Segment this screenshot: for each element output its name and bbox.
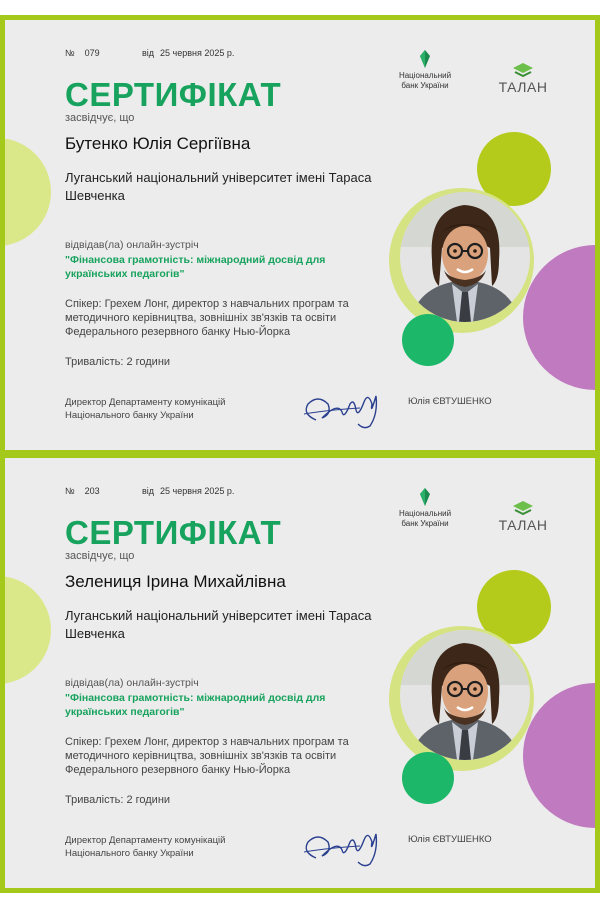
event-title: "Фінансова грамотність: міжнародний досвід для українських педагогів" <box>65 254 326 280</box>
decor-circle-purple <box>523 245 600 390</box>
decor-circle-green <box>402 752 454 804</box>
speaker-info: Спікер: Грехем Лонг, директор з навчальних програм та методичного керівництва, зовнішніх зв'язків та освіти Федерального резервного банку Нью-Йорка <box>65 298 349 338</box>
attended-label: відвідав(ла) онлайн-зустріч <box>65 239 199 251</box>
director-title: Директор Департаменту комунікацій Національного банку України <box>65 835 226 859</box>
certificate-number: № 079 <box>65 48 100 58</box>
signature <box>298 822 383 872</box>
talan-chevron-icon <box>511 62 535 78</box>
certificate-number: № 203 <box>65 486 100 496</box>
certificate-subtitle: засвідчує, що <box>65 550 135 562</box>
director-title: Директор Департаменту комунікацій Національного банку України <box>65 397 226 421</box>
signer-name: Юлія ЄВТУШЕНКО <box>408 834 492 845</box>
recipient-name: Зелениця Ірина Михайлівна <box>65 572 286 591</box>
signature <box>298 384 383 434</box>
nbu-logo: Національний банк України <box>395 50 455 91</box>
nbu-leaf-icon <box>418 50 432 68</box>
certificate-card <box>0 15 600 455</box>
certificate-card <box>0 453 600 893</box>
signer-name: Юлія ЄВТУШЕНКО <box>408 396 492 407</box>
certificate-date: від 25 червня 2025 р. <box>142 48 235 58</box>
decor-circle-left <box>0 576 51 684</box>
duration: Тривалість: 2 години <box>65 794 171 806</box>
event-title: "Фінансова грамотність: міжнародний досвід для українських педагогів" <box>65 692 326 718</box>
decor-circle-left <box>0 138 51 246</box>
attended-label: відвідав(ла) онлайн-зустріч <box>65 677 199 689</box>
speaker-photo <box>400 630 530 760</box>
duration: Тривалість: 2 години <box>65 356 171 368</box>
speaker-info: Спікер: Грехем Лонг, директор з навчальних програм та методичного керівництва, зовнішніх зв'язків та освіти Федерального резервного банку Нью-Йорка <box>65 736 349 776</box>
certificate-title: СЕРТИФІКАТ <box>65 514 282 551</box>
talan-logo: ТАЛАН <box>493 62 553 95</box>
certificate-date: від 25 червня 2025 р. <box>142 486 235 496</box>
talan-logo: ТАЛАН <box>493 500 553 533</box>
certificate-subtitle: засвідчує, що <box>65 112 135 124</box>
decor-circle-green <box>402 314 454 366</box>
nbu-leaf-icon <box>418 488 432 506</box>
certificate-title: СЕРТИФІКАТ <box>65 76 282 113</box>
university-name: Луганський національний університет імені Тараса Шевченка <box>65 608 372 641</box>
talan-chevron-icon <box>511 500 535 516</box>
university-name: Луганський національний університет імені Тараса Шевченка <box>65 170 372 203</box>
recipient-name: Бутенко Юлія Сергіївна <box>65 134 251 153</box>
nbu-logo: Національний банк України <box>395 488 455 529</box>
decor-circle-purple <box>523 683 600 828</box>
speaker-photo <box>400 192 530 322</box>
